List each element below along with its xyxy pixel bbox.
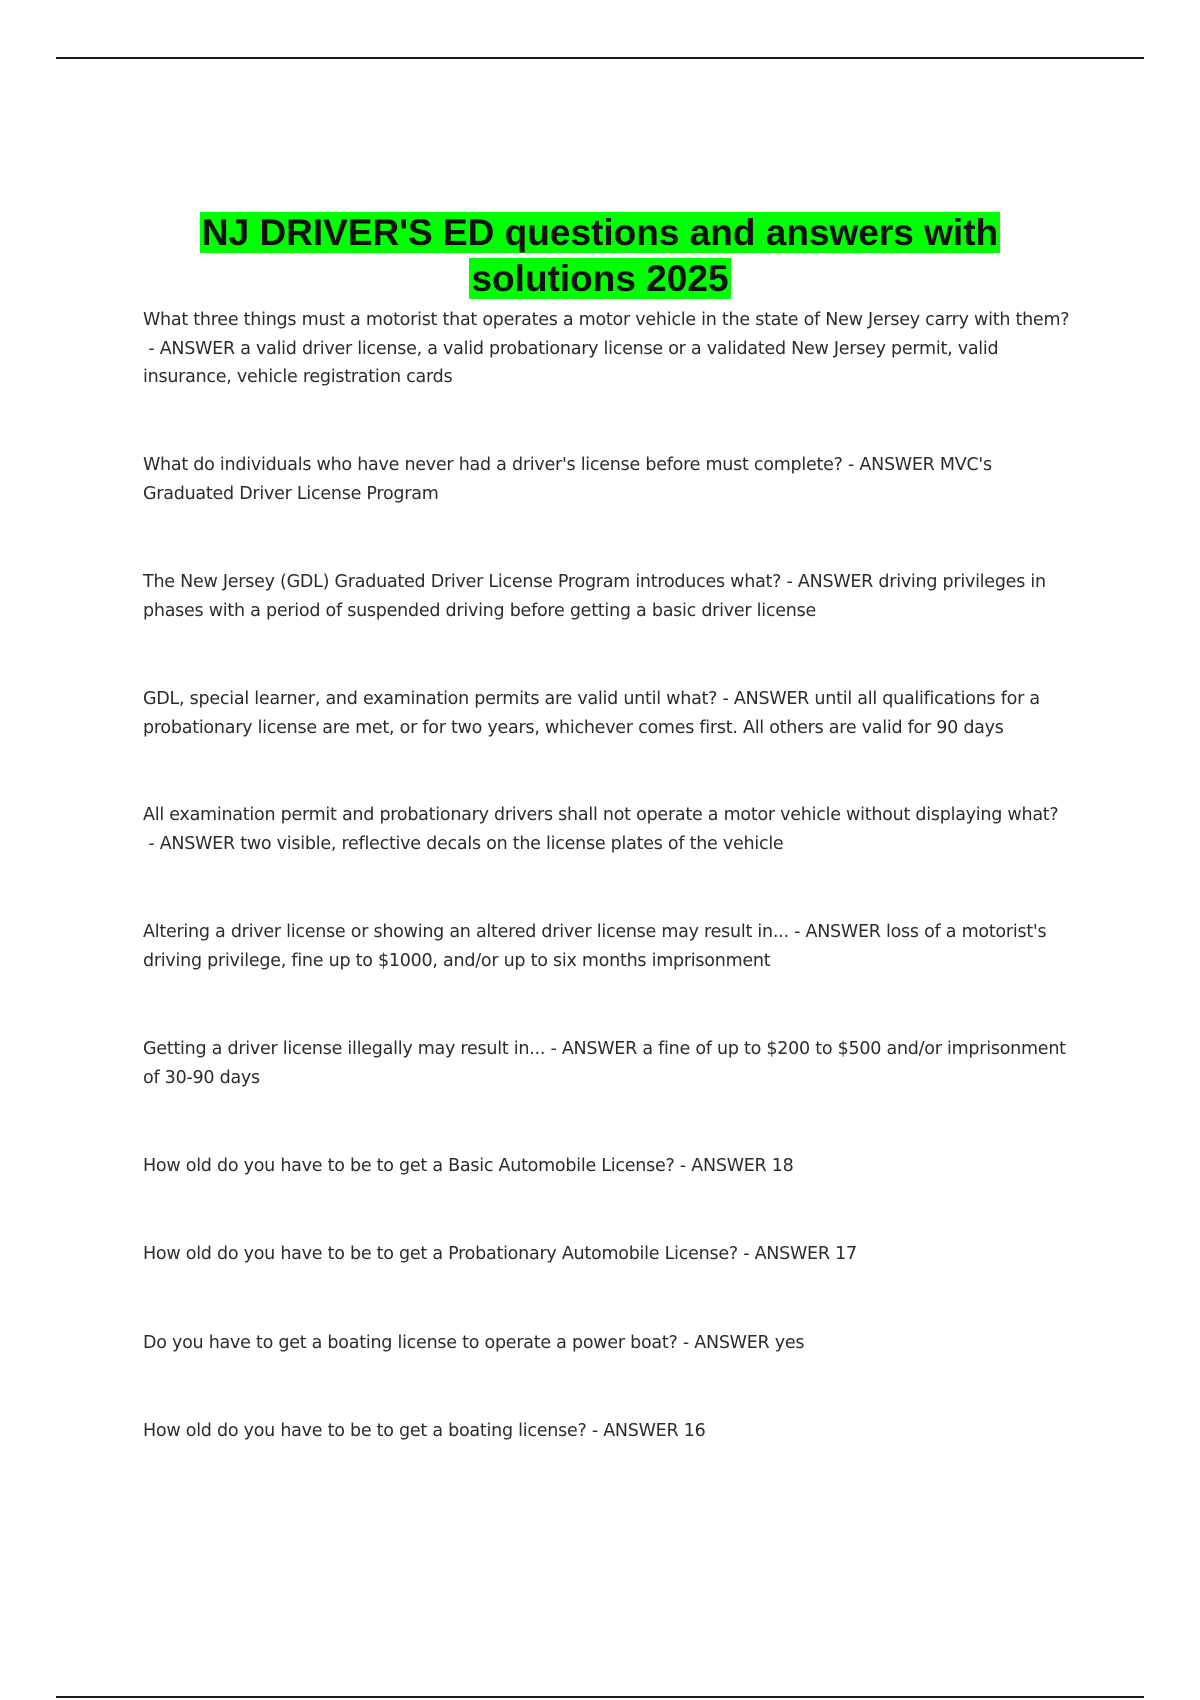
answer-separator: - ANSWER	[143, 338, 241, 359]
top-rule	[56, 57, 1144, 59]
answer: yes	[774, 1333, 805, 1353]
answer: driving privileges in phases with a period of suspended driving before getting a basic driver license	[143, 572, 1046, 621]
qa-item	[143, 306, 1078, 392]
answer: loss of a motorist's driving privilege, fine up to $1000, and/or up to six months imprisonment	[143, 922, 1047, 971]
answer-separator: - ANSWER	[788, 922, 886, 942]
question: Do you have to get a boating license to operate a power boat?	[143, 1333, 678, 1353]
answer: a valid driver license, a valid probationary license or a validated New Jersey permit, valid insurance, vehicle registration cards	[143, 338, 999, 387]
question: Altering a driver license or showing an altered driver license may result in...	[143, 922, 789, 942]
qa-item	[143, 1417, 1078, 1446]
qa-item	[143, 918, 1078, 975]
qa-item	[143, 685, 1078, 742]
question: All examination permit and probationary drivers shall not operate a motor vehicle without displaying what?	[143, 805, 1059, 825]
question: How old do you have to be to get a Basic Automobile License?	[143, 1156, 675, 1176]
answer: 17	[835, 1244, 857, 1264]
answer: 18	[771, 1156, 794, 1176]
answer-separator: - ANSWER	[586, 1421, 684, 1441]
answer-separator: - ANSWER	[737, 1244, 836, 1264]
answer: 16	[683, 1421, 706, 1441]
bottom-rule	[56, 1696, 1144, 1698]
question: GDL, special learner, and examination permits are valid until what?	[143, 689, 718, 709]
answer-separator: - ANSWER	[677, 1333, 775, 1353]
qa-item	[143, 801, 1078, 858]
qa-item	[143, 1152, 1078, 1181]
question: What do individuals who have never had a driver's license before must complete?	[143, 455, 843, 475]
question: The New Jersey (GDL) Graduated Driver License Program introduces what?	[143, 572, 782, 592]
answer-separator: - ANSWER	[781, 572, 879, 592]
answer-separator: - ANSWER	[842, 455, 940, 475]
qa-item	[143, 1329, 1078, 1358]
question: What three things must a motorist that operates a motor vehicle in the state of New Jersey carry with them?	[143, 310, 1070, 330]
answer-separator: - ANSWER	[674, 1156, 772, 1176]
qa-item	[143, 1035, 1078, 1092]
document-title: NJ DRIVER'S ED questions and answers with solutions 2025	[201, 212, 999, 299]
answer-separator: - ANSWER	[545, 1039, 643, 1059]
answer: two visible, reflective decals on the license plates of the vehicle	[240, 833, 784, 854]
answer-separator: - ANSWER	[717, 689, 815, 709]
question: How old do you have to be to get a Probationary Automobile License?	[143, 1244, 738, 1264]
question: Getting a driver license illegally may result in...	[143, 1039, 546, 1059]
answer: a fine of up to $200 to $500 and/or imprisonment of 30-90 days	[143, 1039, 1066, 1088]
answer-separator: - ANSWER	[143, 833, 241, 854]
answer: until all qualifications for a probationary license are met, or for two years, whichever comes first. All others are valid for 90 days	[143, 689, 1040, 738]
qa-item	[143, 451, 1078, 508]
title-block	[130, 210, 1070, 302]
answer: MVC's Graduated Driver License Program	[143, 455, 992, 504]
qa-item	[143, 1240, 1078, 1269]
question: How old do you have to be to get a boating license?	[143, 1421, 587, 1441]
qa-item	[143, 568, 1078, 625]
